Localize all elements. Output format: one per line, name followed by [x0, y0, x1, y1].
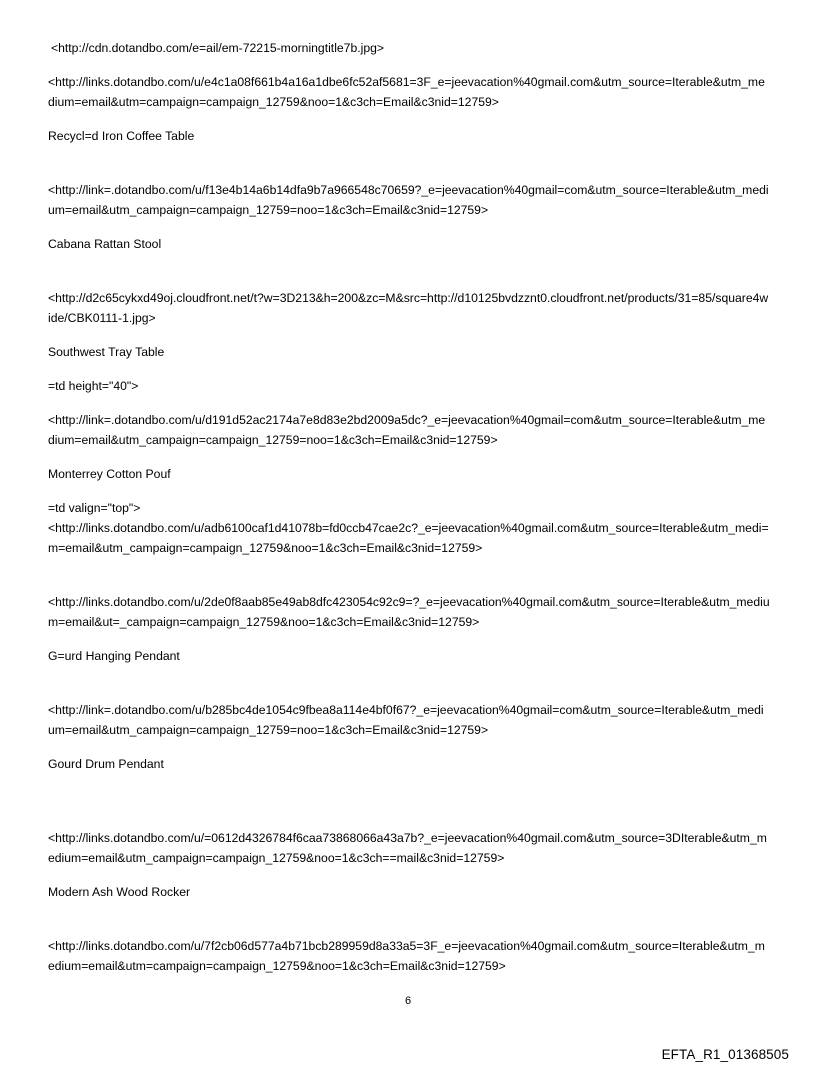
product-name-line: Gourd Drum Pendant [48, 757, 164, 771]
image-url-line: <http://cdn.dotandbo.com/e=ail/em-72215-morningtitle7b.jpg> [51, 41, 385, 55]
link-url-line: <http://link=.dotandbo.com/u/f13e4b14a6b14dfa9b7a966548c70659?_e=jeevacation%40gmail=com&utm_source=Iterable&utm_medium=email&utm_campaign=campaign_12759=noo=1&c3ch=Email&c3nid=12759> [48, 183, 769, 217]
link-url-line: <http://links.dotandbo.com/u/adb6100caf1d41078b=fd0ccb47cae2c?_e=jeevacation%40gmail.com&utm_source=Iterable&utm_medi=m=email&utm_campaign=campaign_12759&noo=1&c3ch=Email&c3nid=12759> [48, 521, 769, 555]
link-url-line: <http://link=.dotandbo.com/u/b285bc4de1054c9fbea8a114e4bf0f67?_e=jeevacation%40gmail=com&utm_source=Iterable&utm_medium=email&utm_campaign=campaign_12759=noo=1&c3ch=Email&c3nid=12759> [48, 703, 764, 737]
html-fragment-line: =td height="40"> [48, 379, 139, 393]
link-url-line: <http://links.dotandbo.com/u/7f2cb06d577a4b71bcb289959d8a33a5=3F_e=jeevacation%40gmail.com&utm_source=Iterable&utm_medium=email&utm=campaign=campaign_12759&noo=1&c3ch=Email&c3nid=12759> [48, 939, 765, 973]
document-body [48, 38, 770, 976]
product-name-line: Southwest Tray Table [48, 345, 165, 359]
page-number: 6 [404, 995, 412, 1007]
link-url-line: <http://link=.dotandbo.com/u/d191d52ac2174a7e8d83e2bd2009a5dc?_e=jeevacation%40gmail=com&utm_source=Iterable&utm_medium=email&utm_campaign=campaign_12759=noo=1&c3ch=Email&c3nid=12759> [48, 413, 766, 447]
product-name-line: G=urd Hanging Pendant [48, 649, 180, 663]
link-url-line: <http://links.dotandbo.com/u/e4c1a08f661b4a16a1dbe6fc52af5681=3F_e=jeevacation%40gmail.com&utm_source=Iterable&utm_medium=email&utm=campaign=campaign_12759&noo=1&c3ch=Email&c3nid=12759> [48, 75, 765, 109]
product-name-line: Modern Ash Wood Rocker [48, 885, 191, 899]
html-fragment-line: =td valign="top"> [48, 501, 141, 515]
link-url-line: <http://links.dotandbo.com/u/2de0f8aab85e49ab8dfc423054c92c9=?_e=jeevacation%40gmail.com&utm_source=Iterable&utm_medium=email&ut=_campaign=campaign_12759&noo=1&c3ch=Email&c3nid=12759> [48, 595, 770, 629]
product-name-line: Cabana Rattan Stool [48, 237, 162, 251]
product-name-line: Monterrey Cotton Pouf [48, 467, 171, 481]
link-url-line: <http://links.dotandbo.com/u/=0612d4326784f6caa73868066a43a7b?_e=jeevacation%40gmail.com&utm_source=3DIterable&utm_medium=email&utm_campaign=campaign_12759&noo=1&c3ch==mail&c3nid=12759> [48, 831, 767, 865]
image-url-line: <http://d2c65cykxd49oj.cloudfront.net/t?w=3D213&h=200&zc=M&src=http://d10125bvdzznt0.cloudfront.net/products/31=85/square4wide/CBK0111-1.jpg> [48, 291, 769, 325]
product-name-line: Recycl=d Iron Coffee Table [48, 129, 195, 143]
document-id-footer: EFTA_R1_01368505 [661, 1047, 789, 1062]
